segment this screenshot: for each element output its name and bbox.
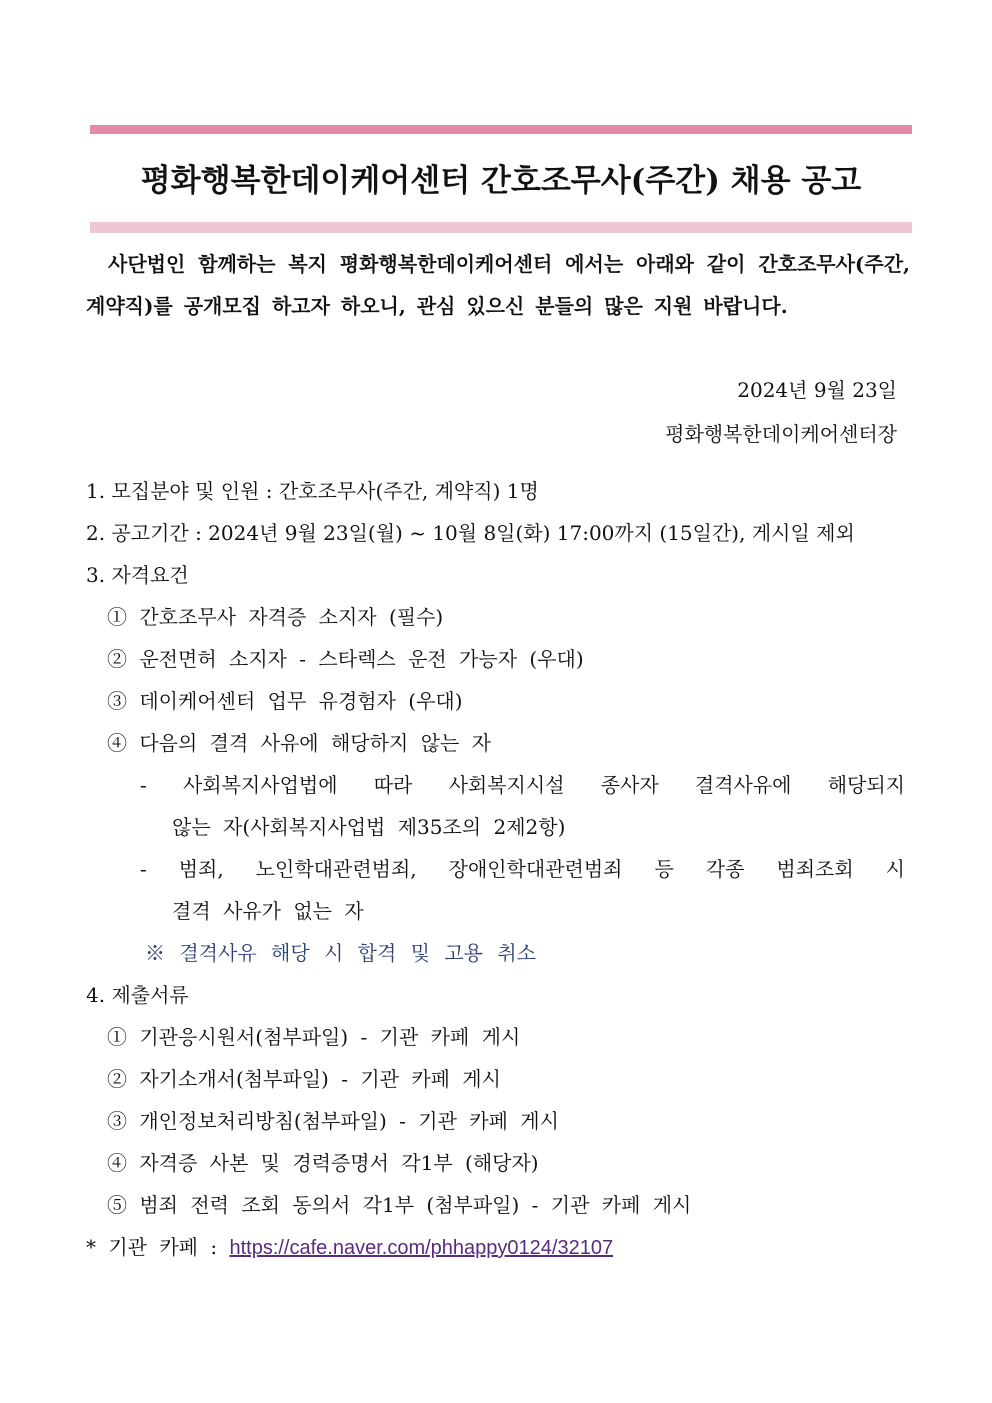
document-item: ④ 자격증 사본 및 경력증명서 각1부 (해당자) (107, 1151, 539, 1175)
disqualification-clause-cont: 않는 자(사회복지사업법 제35조의 2제2항) (172, 815, 566, 839)
document-item: ② 자기소개서(첨부파일) - 기관 카페 게시 (107, 1067, 501, 1091)
qualification-item: ③ 데이케어센터 업무 유경험자 (우대) (107, 689, 463, 713)
section-documents: 4. 제출서류 (86, 983, 189, 1007)
cafe-info (86, 1231, 613, 1260)
notice-signer: 평화행복한데이케어센터장 (665, 422, 897, 446)
disqualification-note: ※ 결격사유 해당 시 합격 및 고용 취소 (145, 941, 536, 965)
disqualification-clause-cont: 결격 사유가 없는 자 (172, 899, 364, 923)
disqualification-clause: - 범죄, 노인학대관련범죄, 장애인학대관련범죄 등 각종 범죄조회 시 (140, 857, 905, 881)
title-top-bar (90, 125, 912, 134)
title-bottom-bar (90, 222, 912, 233)
document-item: ① 기관응시원서(첨부파일) - 기관 카페 게시 (107, 1025, 521, 1049)
cafe-link[interactable]: https://cafe.naver.com/phhappy0124/32107 (229, 1237, 614, 1259)
section-recruitment: 1. 모집분야 및 인원 : 간호조무사(주간, 계약직) 1명 (86, 479, 539, 503)
disqualification-clause: - 사회복지사업법에 따라 사회복지시설 종사자 결격사유에 해당되지 (140, 773, 905, 797)
qualification-item: ② 운전면허 소지자 - 스타렉스 운전 가능자 (우대) (107, 647, 584, 671)
qualification-item: ① 간호조무사 자격증 소지자 (필수) (107, 605, 444, 629)
intro-paragraph: 사단법인 함께하는 복지 평화행복한데이케어센터 에서는 아래와 같이 간호조무사(주간, 계약직)를 공개모집 하고자 하오니, 관심 있으신 분들의 많은 지원 바랍니다. (86, 252, 910, 318)
page-title: 평화행복한데이케어센터 간호조무사(주간) 채용 공고 (140, 163, 862, 199)
cafe-label: * 기관 카페 : (86, 1235, 230, 1259)
section-qualifications: 3. 자격요건 (86, 563, 189, 587)
notice-date: 2024년 9월 23일 (737, 378, 897, 402)
document-item: ⑤ 범죄 전력 조회 동의서 각1부 (첨부파일) - 기관 카페 게시 (107, 1193, 692, 1217)
document-item: ③ 개인정보처리방침(첨부파일) - 기관 카페 게시 (107, 1109, 559, 1133)
section-period: 2. 공고기간 : 2024년 9월 23일(월) ~ 10월 8일(화) 17:00까지 (15일간), 게시일 제외 (86, 521, 855, 545)
qualification-item: ④ 다음의 결격 사유에 해당하지 않는 자 (107, 731, 491, 755)
